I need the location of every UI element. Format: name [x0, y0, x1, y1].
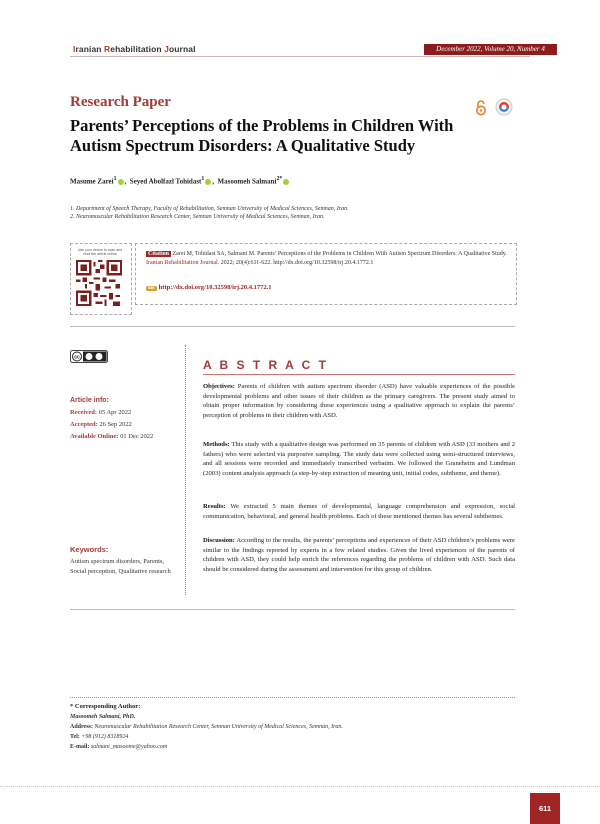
received-date: 05 Apr 2022: [98, 409, 132, 416]
journal-title: [73, 44, 196, 54]
author-sup: 1: [113, 176, 117, 182]
affiliation: 1. Department of Speech Therapy, Faculty of Rehabilitation, Semnan University of Medical Sciences, Semnan, Iran.: [70, 206, 349, 212]
journal-initial: R: [104, 44, 111, 54]
tel-text: +98 (912) 8318924: [81, 734, 129, 740]
methods-text: This study with a qualitative design was performed on 35 parents of children with ASD (33 mothers and 2 fathers) who were selected via purposive sampling. The study data were collected using semi-structured interviews, and all sessions were recorded and immediately transcribed verbatim. We followed the Graneheim and Lundman (2003) content analysis approach (a step-by-step extraction of meaning unit, initial codes, subtheme, and theme).: [203, 441, 515, 477]
open-access-icon: [475, 100, 487, 116]
section-rule: [70, 609, 515, 610]
abstract-rule: [203, 374, 515, 375]
column-divider: [185, 345, 186, 595]
footer-rule: [0, 786, 600, 787]
results-text: We extracted 5 main themes of developmental, language comprehension and expression, social communication, behavioral, and general health problems. Each of these mentioned themes has several subthemes.: [203, 503, 515, 520]
section-rule: [70, 326, 515, 327]
author-name: Masume Zarei: [70, 177, 114, 186]
received-label: Received:: [70, 409, 98, 416]
accepted-label: Accepted:: [70, 421, 98, 428]
accepted-row: [70, 421, 132, 428]
author-list: Masume Zarei$^1$ , Seyed Abolfazl Tohidast$^1$ , Masoomeh Salmani$^{2*}$: [70, 176, 290, 185]
corresponding-email: [70, 744, 167, 750]
keywords-text: Autism spectrum disorders, Parents, Social perception, Qualitative research: [70, 558, 171, 575]
article-title: Parents’ Perceptions of the Problems in Children With Autism Spectrum Disorders: A Qualitative Study: [70, 116, 454, 155]
citation-body: Zarei M, Tohidast SA, Salmani M. Parents’ Perceptions of the Problems in Children With Autism Spectrum Disorders: A Qualitative Study.: [172, 251, 507, 257]
address-text: Neuromuscular Rehabilitation Research Center, Semnan University of Medical Sciences, Semnan, Iran.: [94, 724, 343, 730]
doi-icon: doi: [148, 286, 155, 291]
corresponding-tel: [70, 734, 128, 740]
page-number: 611: [530, 793, 560, 824]
abstract-results: [203, 502, 515, 521]
corresponding-name: Masoomeh Salmani, PhD.: [70, 714, 136, 720]
address-label: Address:: [70, 724, 93, 730]
citation-text: [146, 250, 508, 268]
discussion-text: According to the results, the parents’ perceptions and experiences of their ASD children’s problems were similar to the findings reported by experts in a few related studies. Given the lived experiences of the parents of children with ASD, they could help enrich the references regarding the problems of children with ASD. Such data should be considered during the assessment and intervention for this group of children.: [203, 537, 515, 573]
email-label: E-mail:: [70, 744, 90, 750]
objectives-text: Parents of children with autism spectrum disorder (ASD) have valuable experiences of the possible developmental problems and other issues of their children as the primary caregivers. The present study aimed to obtain proper information by considering these experiences using a qualitative approach to explain the parents’ perception of problems in their children with ASD.: [203, 383, 515, 419]
cc-license-icon[interactable]: [70, 350, 108, 363]
received-row: [70, 409, 131, 416]
qr-code-icon[interactable]: [76, 260, 122, 306]
header-rule: [70, 56, 530, 57]
doi-line: [146, 284, 272, 291]
keywords-heading: Keywords:: [70, 545, 109, 554]
issue-badge: December 2022, Volume 20, Number 4: [424, 44, 557, 55]
corresponding-heading: * Corresponding Author:: [70, 703, 141, 710]
affiliation: 2. Neuromuscular Rehabilitation Research Center, Semnan University of Medical Sciences, Semnan, Iran.: [70, 214, 325, 220]
methods-label: Methods:: [203, 441, 230, 448]
abstract-methods: [203, 440, 515, 478]
tel-label: Tel:: [70, 734, 80, 740]
journal-word: ournal: [168, 44, 196, 54]
author-name: Masoomeh Salmani: [217, 177, 277, 186]
article-info-heading: Article info:: [70, 397, 109, 404]
email-text[interactable]: salmani_masoome@yahoo.com: [90, 744, 168, 750]
corresponding-address: [70, 724, 343, 730]
online-date: 01 Dec 2022: [120, 433, 154, 440]
author-sup: 2*: [276, 176, 283, 182]
crossmark-icon[interactable]: [494, 98, 514, 118]
abstract-heading: A B S T R A C T: [203, 358, 329, 372]
results-label: Results:: [203, 503, 226, 510]
qr-caption: Use your device to scan and read the article online: [77, 248, 123, 256]
abstract-discussion: [203, 536, 515, 574]
journal-word: ranian: [75, 44, 105, 54]
objectives-label: Objectives:: [203, 383, 235, 390]
online-row: [70, 433, 153, 440]
orcid-icon[interactable]: [283, 179, 289, 185]
journal-initial: I: [73, 44, 76, 54]
online-label: Available Online:: [70, 433, 119, 440]
citation-journal[interactable]: Iranian Rehabilitation Journal: [146, 260, 218, 266]
author-name: Seyed Abolfazl Tohidast: [129, 177, 202, 186]
citation-details: . 2022; 20(4):611-622. http://dx.doi.org/10.32598/irj.20.4.1772.1: [217, 260, 374, 266]
journal-initial: J: [164, 44, 169, 54]
doi-link[interactable]: http://dx.doi.org/10.32598/irj.20.4.1772.1: [158, 284, 272, 291]
article-type: Research Paper: [70, 94, 171, 110]
journal-word: ehabilitation: [110, 44, 165, 54]
abstract-objectives: [203, 382, 515, 420]
discussion-label: Discussion:: [203, 537, 235, 544]
citation-label: Citation: [148, 251, 169, 257]
orcid-icon[interactable]: [118, 179, 124, 185]
orcid-icon[interactable]: [205, 179, 211, 185]
author-sup: 1: [201, 176, 205, 182]
accepted-date: 26 Sep 2022: [99, 421, 132, 428]
footnote-rule: [70, 697, 515, 698]
svg-text:cc: cc: [74, 354, 80, 361]
